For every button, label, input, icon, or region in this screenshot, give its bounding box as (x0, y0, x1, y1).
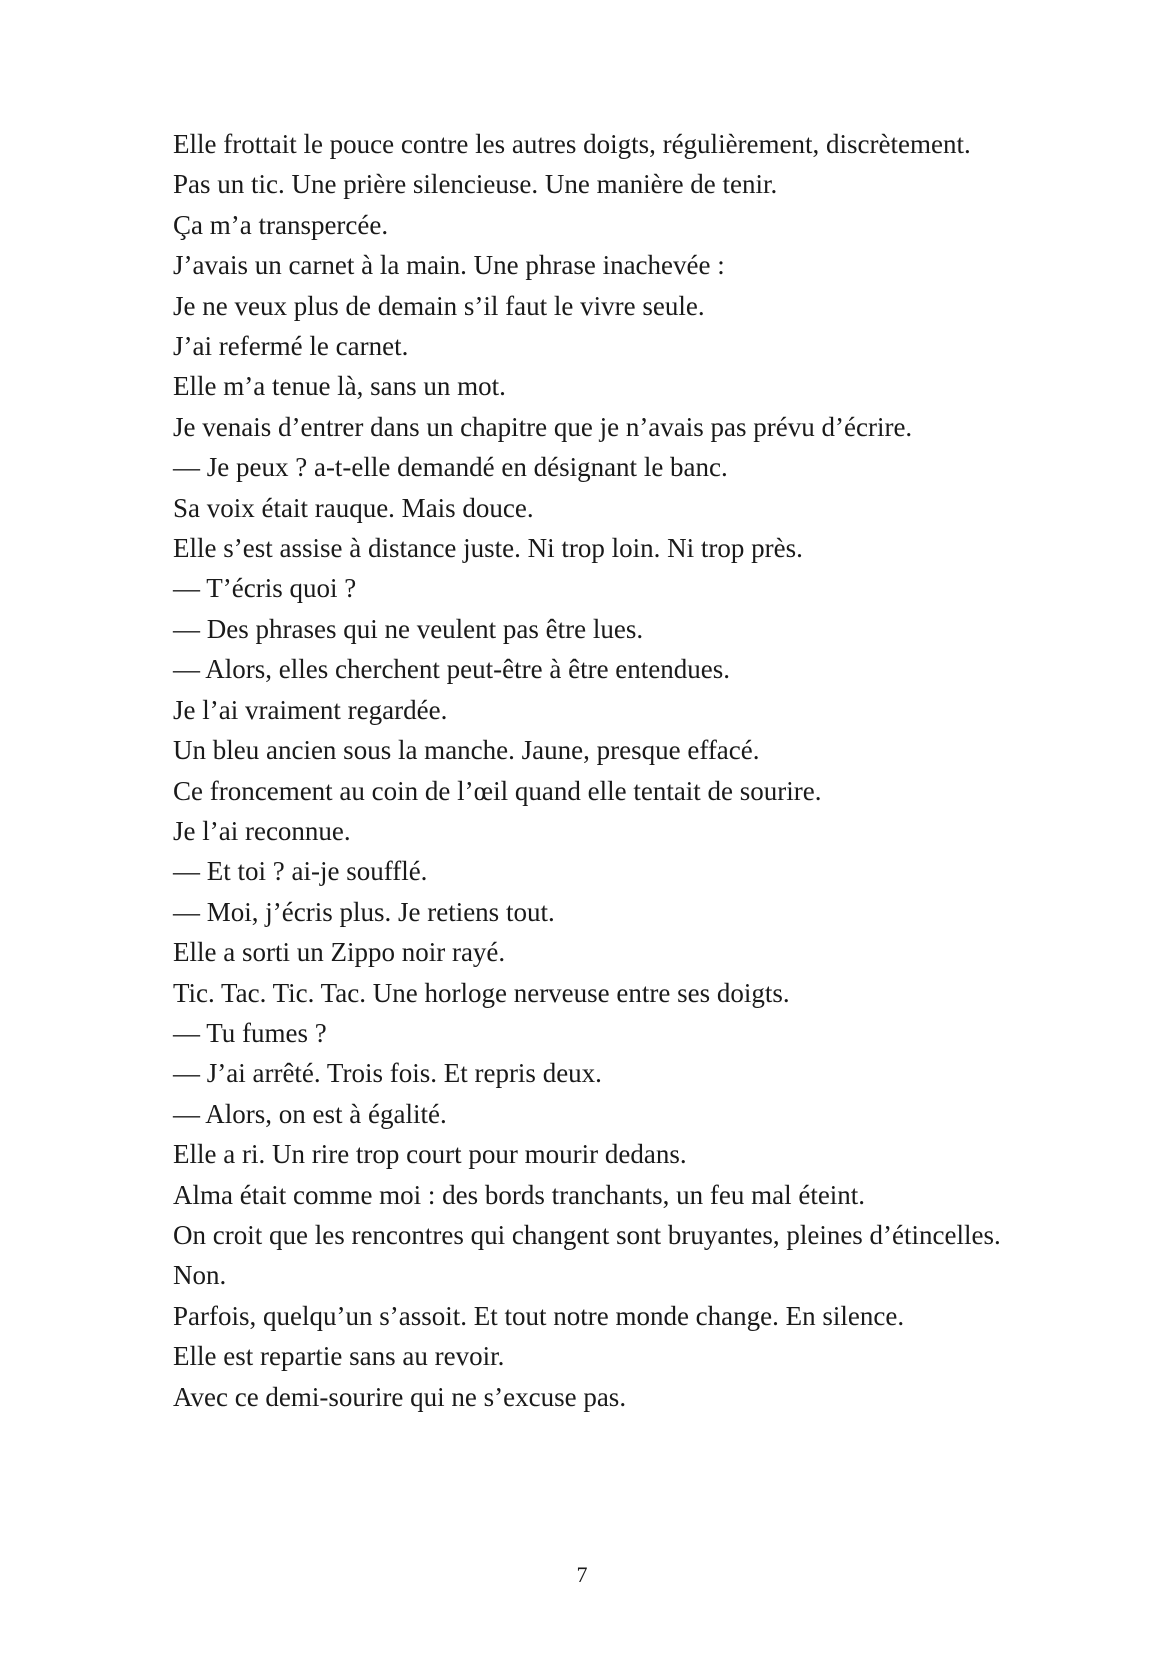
paragraph: — J’ai arrêté. Trois fois. Et repris deux. (173, 1058, 602, 1089)
paragraph: — Et toi ? ai-je soufflé. (173, 856, 428, 887)
paragraph: — Des phrases qui ne veulent pas être lues. (173, 613, 644, 644)
paragraph: Elle a ri. Un rire trop court pour mourir dedans. (173, 1139, 687, 1170)
paragraph: Ce froncement au coin de l’œil quand elle tentait de sourire. (173, 775, 822, 806)
paragraph: Alma était comme moi : des bords tranchants, un feu mal éteint. (173, 1179, 866, 1210)
paragraph: Je l’ai reconnue. (173, 815, 351, 846)
paragraph: Elle frottait le pouce contre les autres doigts, régulièrement, discrètement. (173, 129, 971, 159)
paragraph: Un bleu ancien sous la manche. Jaune, presque effacé. (173, 735, 760, 766)
page-number: 7 (576, 1562, 588, 1587)
paragraph: Sa voix était rauque. Mais douce. (173, 492, 534, 523)
paragraph: Pas un tic. Une prière silencieuse. Une manière de tenir. (173, 169, 778, 200)
paragraph: — T’écris quoi ? (173, 573, 357, 604)
paragraph: Elle s’est assise à distance juste. Ni trop loin. Ni trop près. (173, 533, 803, 564)
paragraph: J’ai refermé le carnet. (173, 331, 409, 362)
paragraph: Elle est repartie sans au revoir. (173, 1341, 505, 1372)
paragraph: Parfois, quelqu’un s’assoit. Et tout notre monde change. En silence. (173, 1300, 905, 1331)
paragraph: On croit que les rencontres qui changent sont bruyantes, pleines d’étincelles. (173, 1219, 1001, 1250)
paragraph: — Tu fumes ? (173, 1017, 327, 1048)
paragraph: — Moi, j’écris plus. Je retiens tout. (173, 896, 555, 927)
paragraph: Ça m’a transpercée. (173, 209, 389, 240)
paragraph: J’avais un carnet à la main. Une phrase inachevée : (173, 250, 725, 281)
paragraph: — Je peux ? a-t-elle demandé en désignant le banc. (173, 452, 728, 483)
paragraph: Non. (173, 1260, 227, 1291)
body-text (135, 124, 1028, 1417)
paragraph: Je l’ai vraiment regardée. (173, 694, 448, 725)
paragraph: — Alors, elles cherchent peut-être à être entendues. (173, 654, 731, 685)
paragraph: Avec ce demi-sourire qui ne s’excuse pas. (173, 1381, 627, 1412)
paragraph: Elle m’a tenue là, sans un mot. (173, 371, 506, 402)
paragraph: — Alors, on est à égalité. (173, 1098, 447, 1129)
paragraph: Je venais d’entrer dans un chapitre que je n’avais pas prévu d’écrire. (173, 411, 913, 442)
paragraph: Tic. Tac. Tic. Tac. Une horloge nerveuse entre ses doigts. (173, 977, 790, 1008)
paragraph: Je ne veux plus de demain s’il faut le vivre seule. (173, 290, 705, 321)
paragraph: Elle a sorti un Zippo noir rayé. (173, 937, 506, 968)
